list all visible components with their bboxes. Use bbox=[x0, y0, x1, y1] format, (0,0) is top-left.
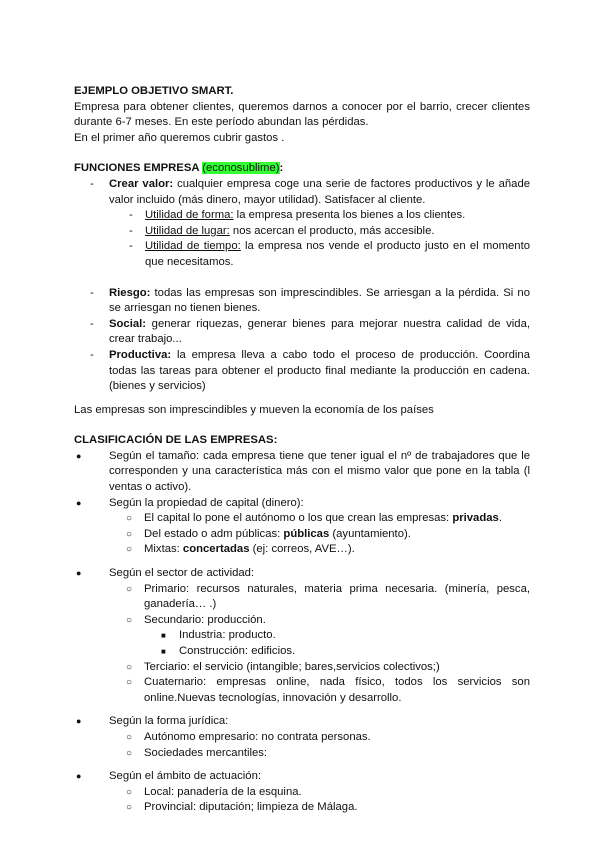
definition: nos acercan el producto, más accesible. bbox=[229, 224, 435, 237]
list-item-secundario bbox=[109, 613, 530, 660]
definition: generar riquezas, generar bienes para mejorar nuestra calidad de vida, crear trabajo... bbox=[109, 317, 530, 346]
term: Productiva: bbox=[109, 348, 172, 361]
section-title-smart: EJEMPLO OBJETIVO SMART. bbox=[74, 85, 234, 97]
item-text: . bbox=[498, 512, 502, 525]
closing-paragraph: Las empresas son imprescindibles y mueven la economía de los países bbox=[74, 403, 434, 416]
term: Utilidad de tiempo: bbox=[145, 240, 241, 253]
smart-paragraph-2: En el primer año queremos cubrir gastos . bbox=[74, 131, 285, 144]
list-item-industria: ■ Industria: producto. bbox=[144, 628, 530, 644]
list-item-autonomo: ○ Autónomo empresario: no contrata personas. bbox=[109, 730, 530, 746]
item-text: Mixtas: bbox=[144, 543, 183, 556]
list-item-provincial: ○ Provincial: diputación; limpieza de Málaga. bbox=[109, 800, 530, 816]
definition: la empresa lleva a cabo todo el proceso de producción. Coordina todas las tareas para obtener el producto final mediante la producción en cadena. (bienes y servicios) bbox=[109, 348, 530, 393]
list-item-construccion: ■ Construcción: edificios. bbox=[144, 644, 530, 660]
clasificacion-list-3 bbox=[74, 714, 530, 761]
list-item-utilidad-tiempo bbox=[74, 239, 530, 270]
item-text: Según la forma jurídica: bbox=[109, 715, 229, 728]
ambito-sublist bbox=[109, 785, 530, 816]
list-item-local: ○ Local: panadería de la esquina. bbox=[109, 785, 530, 801]
list-item-social bbox=[74, 317, 530, 348]
item-text: Del estado o adm públicas: bbox=[144, 527, 284, 540]
list-item-riesgo bbox=[74, 286, 530, 317]
funciones-list bbox=[74, 177, 530, 208]
funciones-list-2 bbox=[74, 286, 530, 395]
highlighted-note: (econosublime) bbox=[202, 162, 280, 175]
item-text: (ej: correos, AVE…). bbox=[249, 543, 355, 556]
definition: todas las empresas son imprescindibles. Se arriesgan a la pérdida. Si no se arriesgan no tienen bienes. bbox=[109, 286, 530, 315]
term: Utilidad de forma: bbox=[145, 209, 234, 222]
list-item-ambito bbox=[74, 769, 530, 816]
list-item-utilidad-forma bbox=[74, 208, 530, 224]
item-text: Según el tamaño: cada empresa tiene que tener igual el nº de trabajadores que le corresponden y una característica más con el mismo valor que pone en la tabla (l ventas o activo). bbox=[109, 449, 530, 494]
term: públicas bbox=[283, 527, 330, 540]
section-title-clasificacion: CLASIFICACIÓN DE LAS EMPRESAS: bbox=[74, 434, 278, 447]
item-text: Secundario: producción. bbox=[144, 613, 266, 626]
funciones-colon: : bbox=[279, 162, 284, 175]
list-item-juridica bbox=[74, 714, 530, 761]
list-item-sector bbox=[74, 566, 530, 706]
smart-paragraph: Empresa para obtener clientes, queremos darnos a conocer por el barrio, crecer clientes durante 6-7 meses. En este período abundan las pérdidas. bbox=[74, 100, 530, 129]
item-text: El capital lo pone el autónomo o los que crean las empresas: bbox=[144, 512, 453, 525]
item-text: Según la propiedad de capital (dinero): bbox=[109, 496, 304, 509]
term: Crear valor: bbox=[109, 177, 174, 190]
juridica-sublist bbox=[109, 730, 530, 761]
clasificacion-list-4 bbox=[74, 769, 530, 816]
definition: la empresa presenta los bienes a los clientes. bbox=[233, 209, 466, 222]
sector-sublist bbox=[109, 582, 530, 707]
section-title-funciones bbox=[74, 161, 530, 177]
list-item-terciario: ○ Terciario: el servicio (intangible; bares,servicios colectivos;) bbox=[109, 660, 530, 676]
list-item-mixtas bbox=[109, 542, 530, 558]
secundario-sublist bbox=[144, 628, 530, 659]
term: privadas bbox=[452, 512, 499, 525]
list-item-sociedades: ○ Sociedades mercantiles: bbox=[109, 746, 530, 762]
list-item-primario: ○ Primario: recursos naturales, materia prima necesaria. (minería, pesca, ganadería… .) bbox=[109, 582, 530, 613]
list-item-propiedad bbox=[74, 496, 530, 558]
item-text: (ayuntamiento). bbox=[329, 527, 411, 540]
item-text: Según el sector de actividad: bbox=[109, 567, 255, 580]
list-item-privadas bbox=[109, 511, 530, 527]
list-item-utilidad-lugar bbox=[74, 224, 530, 240]
list-item-tamano bbox=[74, 449, 530, 496]
term: Social: bbox=[109, 317, 147, 330]
term: Utilidad de lugar: bbox=[145, 224, 230, 237]
propiedad-sublist bbox=[109, 511, 530, 558]
term: Riesgo: bbox=[109, 286, 151, 299]
definition: cualquier empresa coge una serie de factores productivos y le añade valor incluido (más dinero, mayor utilidad). Satisfacer al cliente. bbox=[109, 177, 531, 206]
list-item-cuaternario: ○ Cuaternario: empresas online, nada físico, todos los servicios son online.Nuevas tecnologías, innovación y desarrollo. bbox=[109, 675, 530, 706]
clasificacion-list bbox=[74, 449, 530, 558]
utilidad-list bbox=[74, 208, 530, 270]
clasificacion-list-2 bbox=[74, 566, 530, 706]
list-item-crear-valor bbox=[74, 177, 530, 208]
item-text: Según el ámbito de actuación: bbox=[109, 770, 261, 783]
list-item-productiva bbox=[74, 348, 530, 395]
term: concertadas bbox=[182, 543, 250, 556]
list-item-publicas bbox=[109, 527, 530, 543]
funciones-title-text: FUNCIONES EMPRESA bbox=[74, 162, 203, 175]
definition: la empresa nos vende el producto justo en el momento que necesitamos. bbox=[145, 240, 530, 268]
